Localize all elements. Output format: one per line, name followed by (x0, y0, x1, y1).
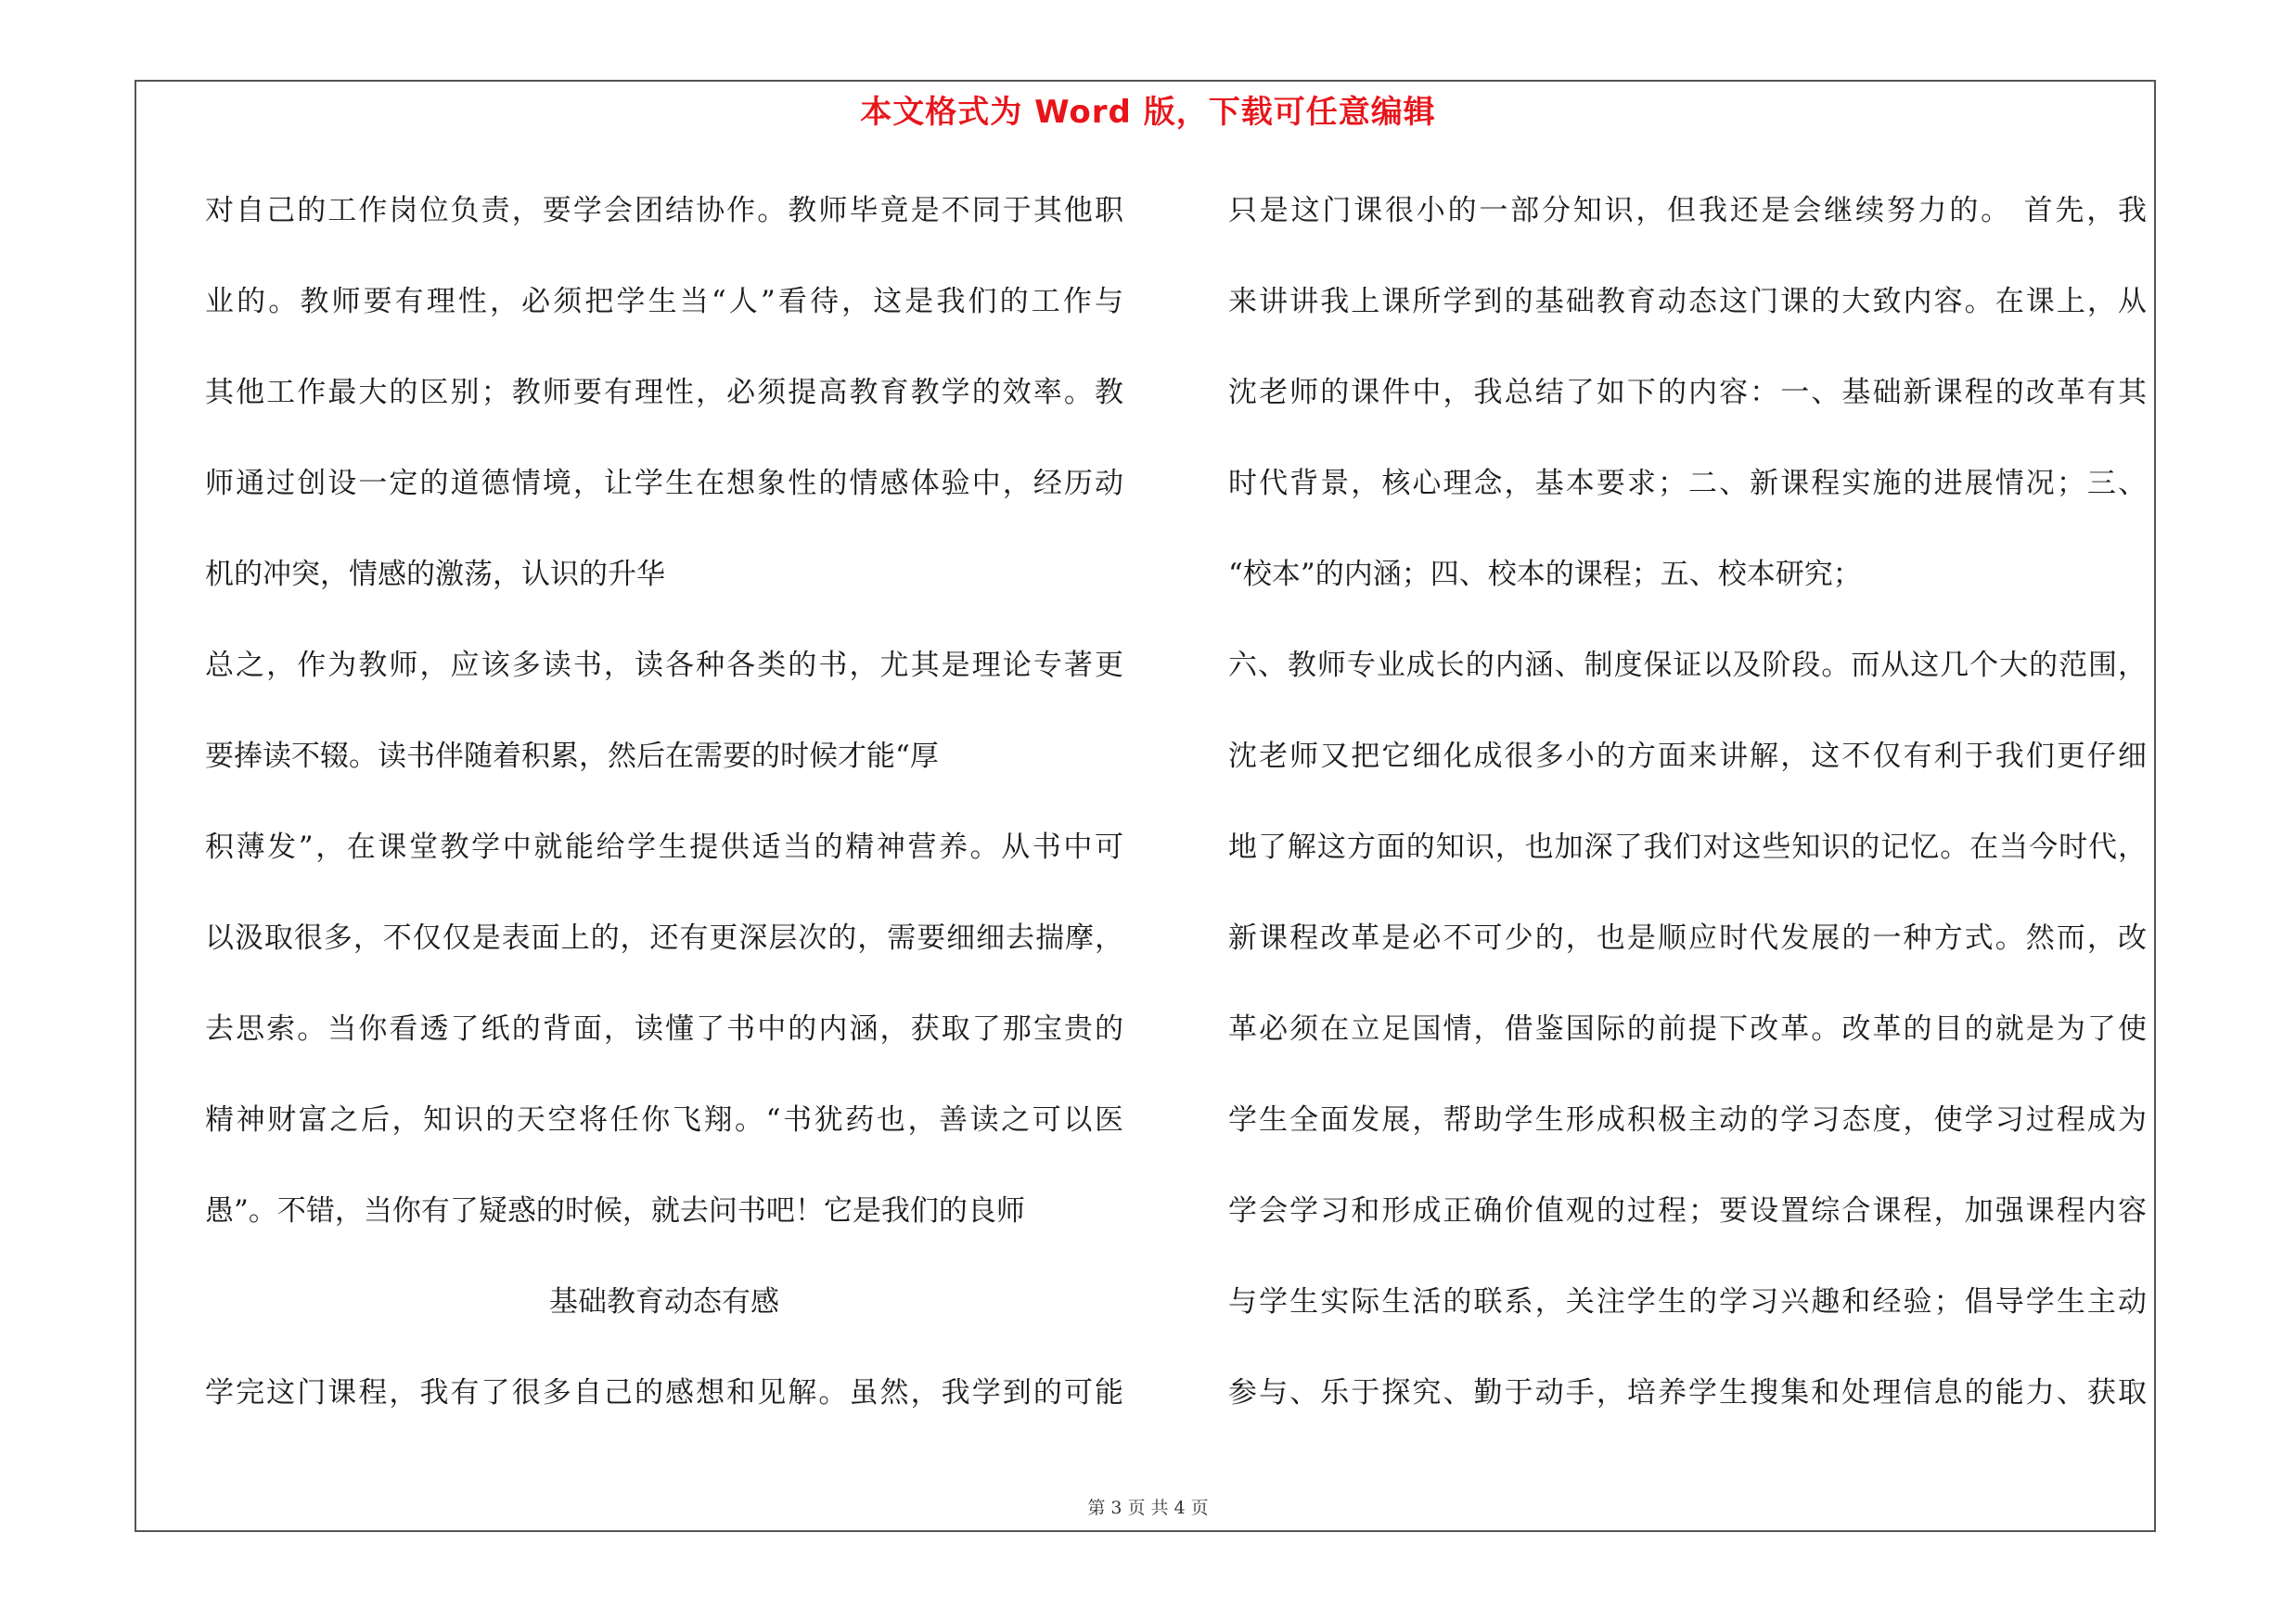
text-line: 革必须在立足国情，借鉴国际的前提下改革。改革的目的就是为了使 (1228, 1012, 2147, 1046)
text-line: 学生全面发展，帮助学生形成积极主动的学习态度，使学习过程成为 (1228, 1103, 2147, 1137)
text-line: 师通过创设一定的道德情境，让学生在想象性的情感体验中，经历动 (205, 467, 1123, 500)
page-number-footer: 第 3 页 共 4 页 (1087, 1498, 1209, 1518)
text-line: 只是这门课很小的一部分知识，但我还是会继续努力的。 首先，我 (1228, 194, 2147, 227)
right-text-column (1228, 183, 2147, 1456)
text-line: 学会学习和形成正确价值观的过程；要设置综合课程，加强课程内容 (1228, 1194, 2147, 1228)
text-line: 机的冲突，情感的激荡，认识的升华 (205, 558, 665, 591)
text-line: 业的。教师要有理性，必须把学生当“人”看待，这是我们的工作与 (205, 285, 1123, 318)
text-line: 愚”。不错，当你有了疑惑的时候，就去问书吧！它是我们的良师 (205, 1194, 1025, 1228)
text-line: 对自己的工作岗位负责，要学会团结协作。教师毕竟是不同于其他职 (205, 194, 1123, 227)
text-line: “校本”的内涵；四、校本的课程；五、校本研究； (1228, 558, 1862, 591)
section-heading: 基础教育动态有感 (549, 1285, 779, 1319)
text-line: 来讲讲我上课所学到的基础教育动态这门课的大致内容。在课上，从 (1228, 285, 2147, 318)
text-line: 学完这门课程，我有了很多自己的感想和见解。虽然，我学到的可能 (205, 1376, 1123, 1410)
text-line: 地了解这方面的知识，也加深了我们对这些知识的记忆。在当今时代， (1228, 831, 2147, 864)
text-line: 以汲取很多，不仅仅是表面上的，还有更深层次的，需要细细去揣摩， (205, 921, 1123, 955)
text-line: 要捧读不辍。读书伴随着积累，然后在需要的时候才能“厚 (205, 740, 939, 773)
text-line: 精神财富之后，知识的天空将任你飞翔。“书犹药也，善读之可以医 (205, 1103, 1123, 1137)
text-line: 新课程改革是必不可少的，也是顺应时代发展的一种方式。然而，改 (1228, 921, 2147, 955)
text-line: 其他工作最大的区别；教师要有理性，必须提高教育教学的效率。教 (205, 376, 1123, 409)
left-text-column (205, 183, 1123, 1456)
text-line: 沈老师又把它细化成很多小的方面来讲解，这不仅有利于我们更仔细 (1228, 740, 2147, 773)
text-line: 时代背景，核心理念，基本要求；二、新课程实施的进展情况；三、 (1228, 467, 2147, 500)
text-line: 六、教师专业成长的内涵、制度保证以及阶段。而从这几个大的范围， (1228, 649, 2147, 682)
text-line: 与学生实际生活的联系，关注学生的学习兴趣和经验；倡导学生主动 (1228, 1285, 2147, 1319)
text-line: 沈老师的课件中，我总结了如下的内容：一、基础新课程的改革有其 (1228, 376, 2147, 409)
format-notice-banner: 本文格式为 Word 版，下载可任意编辑 (860, 94, 1436, 131)
text-line: 总之，作为教师，应该多读书，读各种各类的书，尤其是理论专著更 (205, 649, 1123, 682)
text-line: 积薄发”，在课堂教学中就能给学生提供适当的精神营养。从书中可 (205, 831, 1123, 864)
text-line: 去思索。当你看透了纸的背面，读懂了书中的内涵，获取了那宝贵的 (205, 1012, 1123, 1046)
text-line: 参与、乐于探究、勤于动手，培养学生搜集和处理信息的能力、获取 (1228, 1376, 2147, 1410)
